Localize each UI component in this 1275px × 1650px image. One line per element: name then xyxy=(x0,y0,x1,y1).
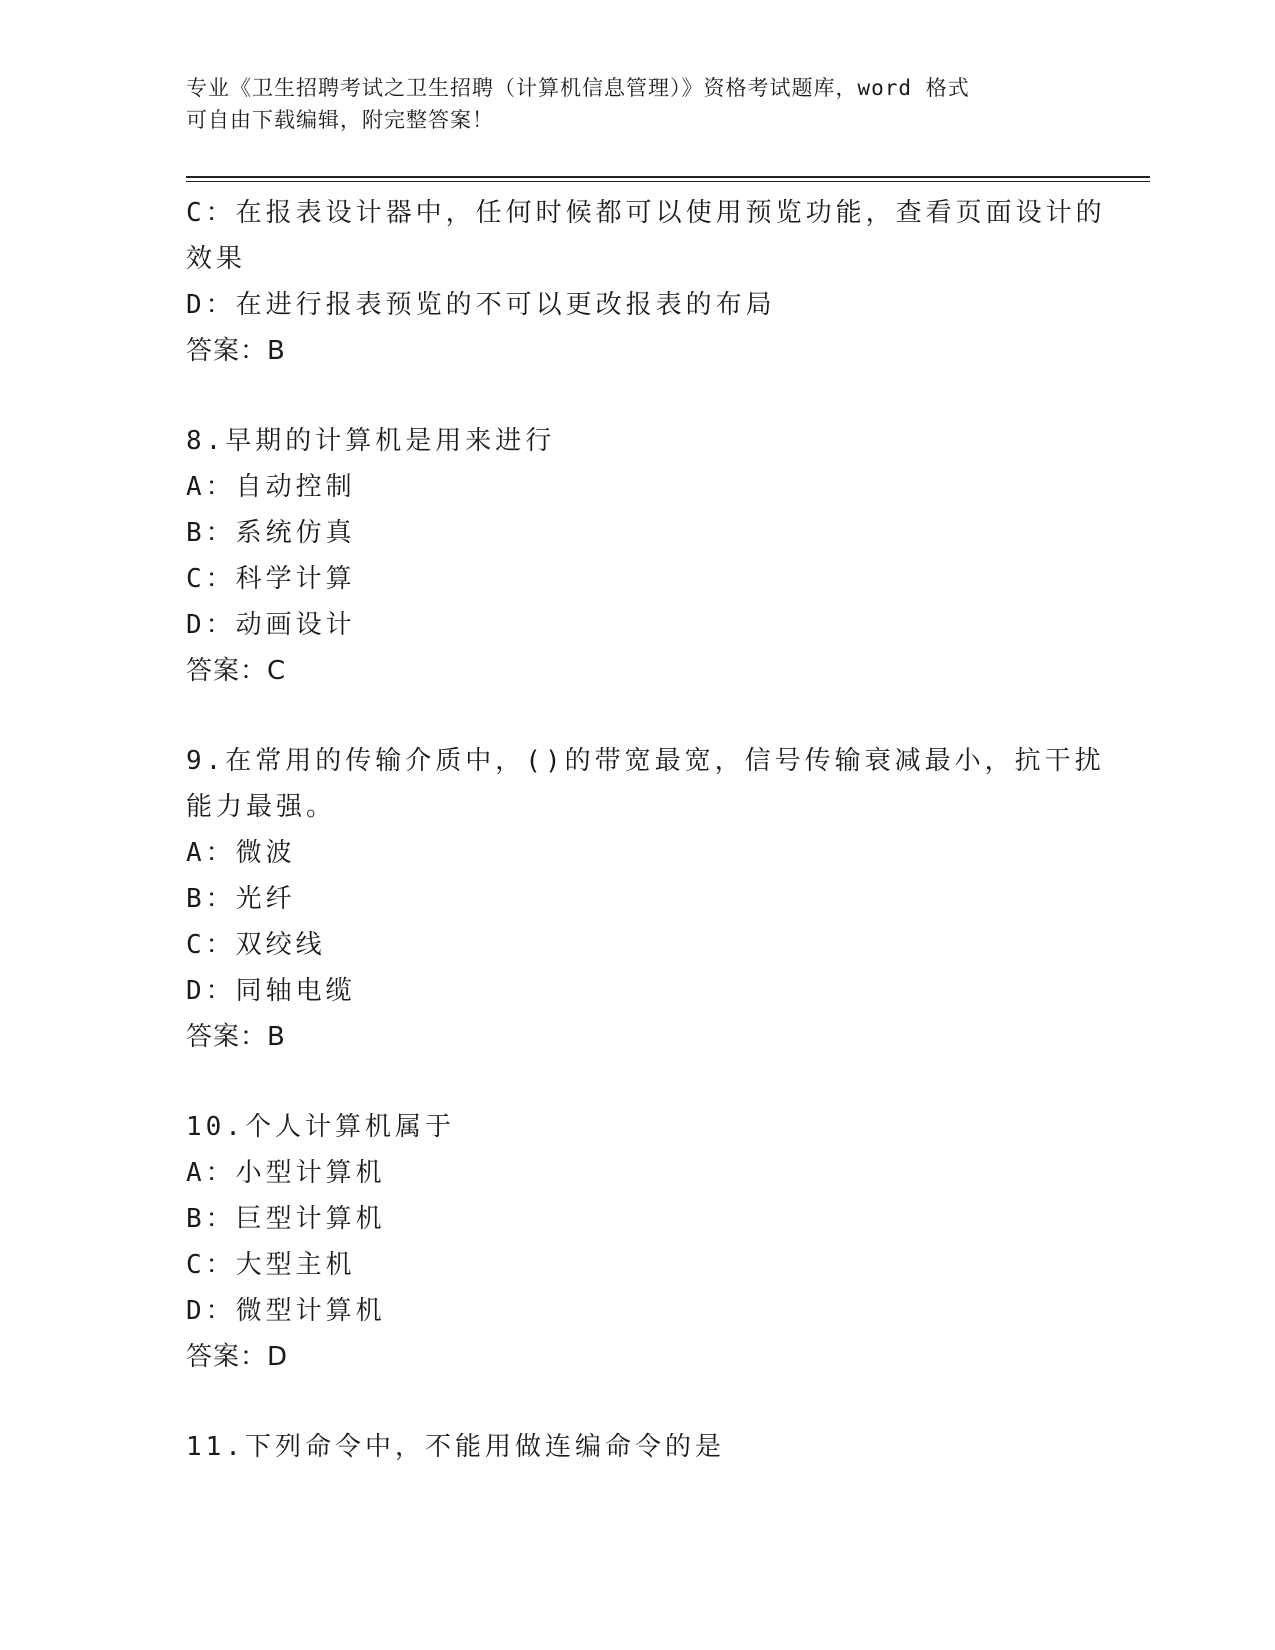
option-a: A：小型计算机 xyxy=(186,1158,386,1188)
answer-line: 答案：D xyxy=(186,1342,289,1372)
question-block-8 xyxy=(186,418,1086,694)
question-block-10 xyxy=(186,1104,1086,1380)
option-b: B：光纤 xyxy=(186,884,296,914)
option-c: C：在报表设计器中，任何时候都可以使用预览功能，查看页面设计的 xyxy=(186,198,1106,228)
header-line-1: 专业《卫生招聘考试之卫生招聘（计算机信息管理）》资格考试题库，word 格式 xyxy=(186,76,970,100)
answer-line: 答案：B xyxy=(186,336,286,366)
question-text: 9.在常用的传输介质中，()的带宽最宽，信号传输衰减最小，抗干扰 xyxy=(186,746,1105,776)
spacer xyxy=(186,694,1086,738)
document-header xyxy=(186,72,1066,136)
question-block-11 xyxy=(186,1424,1086,1470)
option-c: C：双绞线 xyxy=(186,930,326,960)
option-a: A：微波 xyxy=(186,838,296,868)
question-block-prev xyxy=(186,190,1106,374)
answer-line: 答案：C xyxy=(186,656,287,686)
option-d: D：动画设计 xyxy=(186,610,356,640)
question-text: 11.下列命令中，不能用做连编命令的是 xyxy=(186,1432,725,1462)
spacer xyxy=(186,1380,1086,1424)
question-text: 8.早期的计算机是用来进行 xyxy=(186,426,556,456)
option-d: D：在进行报表预览的不可以更改报表的布局 xyxy=(186,290,776,320)
option-c-continued: 效果 xyxy=(186,244,247,274)
header-divider-top xyxy=(186,176,1150,178)
question-list xyxy=(186,190,1106,1470)
answer-line: 答案：B xyxy=(186,1022,286,1052)
question-block-9 xyxy=(186,738,1105,1060)
option-c: C：大型主机 xyxy=(186,1250,356,1280)
question-text: 10.个人计算机属于 xyxy=(186,1112,455,1142)
option-d: D：微型计算机 xyxy=(186,1296,386,1326)
header-divider-bottom xyxy=(186,181,1150,182)
spacer xyxy=(186,1060,1086,1104)
spacer xyxy=(186,374,1086,418)
header-line-2: 可自由下载编辑，附完整答案！ xyxy=(186,108,494,132)
option-b: B：系统仿真 xyxy=(186,518,356,548)
option-d: D：同轴电缆 xyxy=(186,976,356,1006)
option-b: B：巨型计算机 xyxy=(186,1204,386,1234)
option-c: C：科学计算 xyxy=(186,564,356,594)
question-text-continued: 能力最强。 xyxy=(186,792,337,822)
option-a: A：自动控制 xyxy=(186,472,356,502)
